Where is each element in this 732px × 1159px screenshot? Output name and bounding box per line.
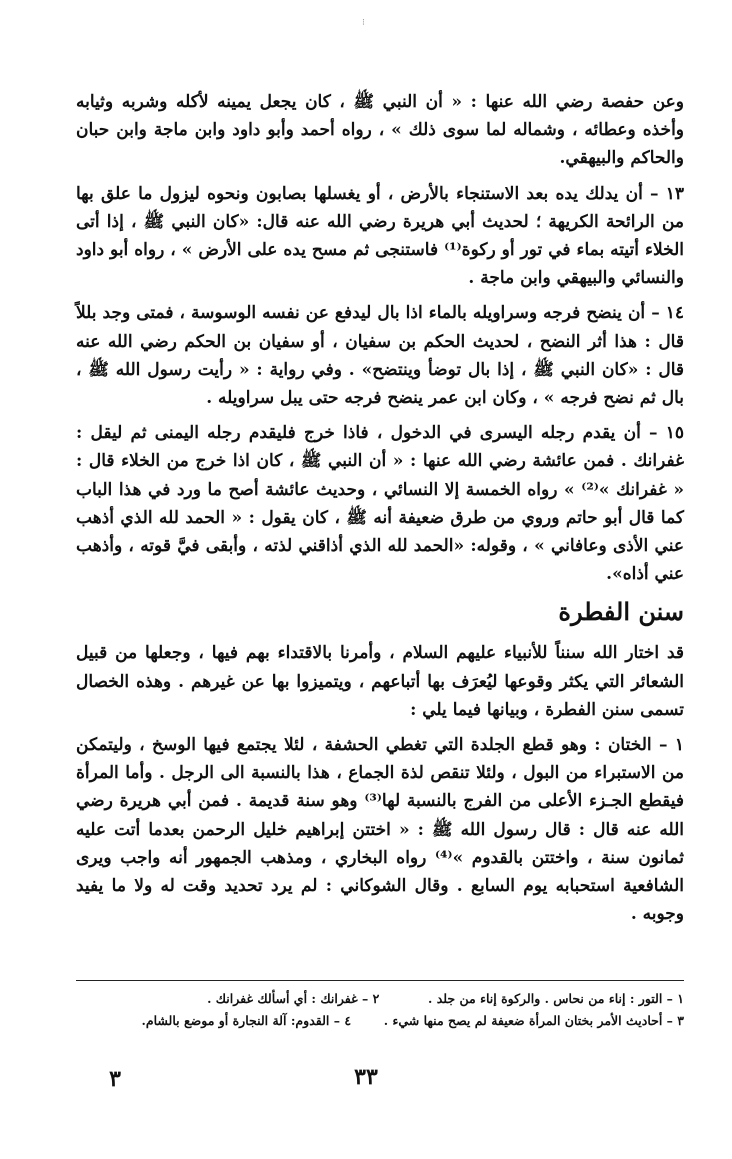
page-number: ٣٣ — [354, 1064, 378, 1090]
footnote-4: ٤ – القدوم: آلة النجارة أو موضع بالشام. — [141, 1013, 352, 1028]
footnote-line-2 — [76, 1010, 684, 1032]
section-heading: سنن الفطرة — [558, 597, 684, 627]
footnote-2: ٢ – غفرانك : أي أسألك غفرانك . — [207, 991, 380, 1006]
footnotes — [76, 988, 684, 1032]
scan-speck: ⁝ — [362, 18, 365, 28]
main-text — [76, 88, 684, 935]
paragraph-hafsa-hadith: وعن حفصة رضي الله عنها : « أن النبي ﷺ ، كان يجعل يمينه لأكله وشربه وثيابه وأخذه وعطائه ، وشماله لما سوى ذلك » ، رواه أحمد وأبو داود وابن ماجة وابن حبان والحاكم والبيهقي. — [76, 92, 684, 169]
paragraph-item-14: ١٤ – أن ينضح فرجه وسراويله بالماء اذا بال ليدفع عن نفسه الوسوسة ، فمتى وجد بللاً قال : هذا أثر النضح ، لحديث الحكم بن سفيان ، أو سفيان بن الحكم رضي الله عنه قال : «كان النبي ﷺ ، إذا بال توضأ وينتضح» . وفي رواية : « رأيت رسول الله ﷺ ، بال ثم نضح فرجه » ، وكان ابن عمر ينضح فرجه حتى يبل سراويله . — [76, 303, 684, 409]
footnote-3: ٣ – أحاديث الأمر بختان المرأة ضعيفة لم يصح منها شيء . — [383, 1013, 684, 1028]
paragraph-item-13: ١٣ – أن يدلك يده بعد الاستنجاء بالأرض ، أو يغسلها بصابون ونحوه ليزول ما علق بها من الرائحة الكريهة ؛ لحديث أبي هريرة رضي الله عنه قال: «كان النبي ﷺ ، إذا أتى الخلاء أتيته بماء في تور أو ركوة⁽¹⁾ فاستنجى ثم مسح يده على الأرض » ، رواه أبو داود والنسائي والبيهقي وابن ماجة . — [76, 183, 684, 289]
footnote-divider — [76, 980, 684, 981]
paragraph-fitra-intro: قد اختار الله سنناً للأنبياء عليهم السلام ، وأمرنا بالاقتداء بهم فيها ، وجعلها من قبيل الشعائر التي يكثر وقوعها ليُعرَف بها أتباعهم ، ويتميزوا بها عن غيرهم . وهذه الخصال تسمى سنن الفطرة ، وبيانها فيما يلي : — [76, 643, 684, 720]
paragraph-item-15: ١٥ – أن يقدم رجله اليسرى في الدخول ، فاذا خرج فليقدم رجله اليمنى ثم ليقل : غفرانك . فمن عائشة رضي الله عنها : « أن النبي ﷺ ، كان اذا خرج من الخلاء قال : « غفرانك »⁽²⁾ » رواه الخمسة إلا النسائي ، وحديث عائشة أصح ما ورد في هذا الباب كما قال أبو حاتم وروي من طرق ضعيفة أنه ﷺ ، كان يقول : « الحمد لله الذي أذهب عني الأذى وعافاني » ، وقوله: «الحمد لله الذي أذاقني لذته ، وأبقى فيَّ قوته ، وأذهب عني أذاه». — [76, 423, 684, 585]
footnote-line-1 — [76, 988, 684, 1010]
footnote-1: ١ – التور : إناء من نحاس . والركوة إناء من جلد . — [428, 991, 684, 1006]
paragraph-circumcision: ١ – الختان : وهو قطع الجلدة التي تغطي الحشفة ، لئلا يجتمع فيها الوسخ ، وليتمكن من الاستبراء من البول ، ولئلا تنقص لذة الجماع ، هذا بالنسبة الى الرجل . وأما المرأة فيقطع الجـزء الأعلى من الفرج بالنسبة لها⁽³⁾ وهو سنة قديمة . فمن أبي هريرة رضي الله عنه قال : قال رسول الله ﷺ : « اختتن إبراهيم خليل الرحمن بعدما أتت عليه ثمانون سنة ، واختتن بالقدوم »⁽⁴⁾ رواه البخاري ، ومذهب الجمهور أنه واجب ويرى الشافعية استحبابه يوم السابع . وقال الشوكاني : لم يرد تحديد وقت له ولا ما يفيد وجوبه . — [76, 735, 684, 925]
signature-number: ٣ — [109, 1066, 121, 1092]
